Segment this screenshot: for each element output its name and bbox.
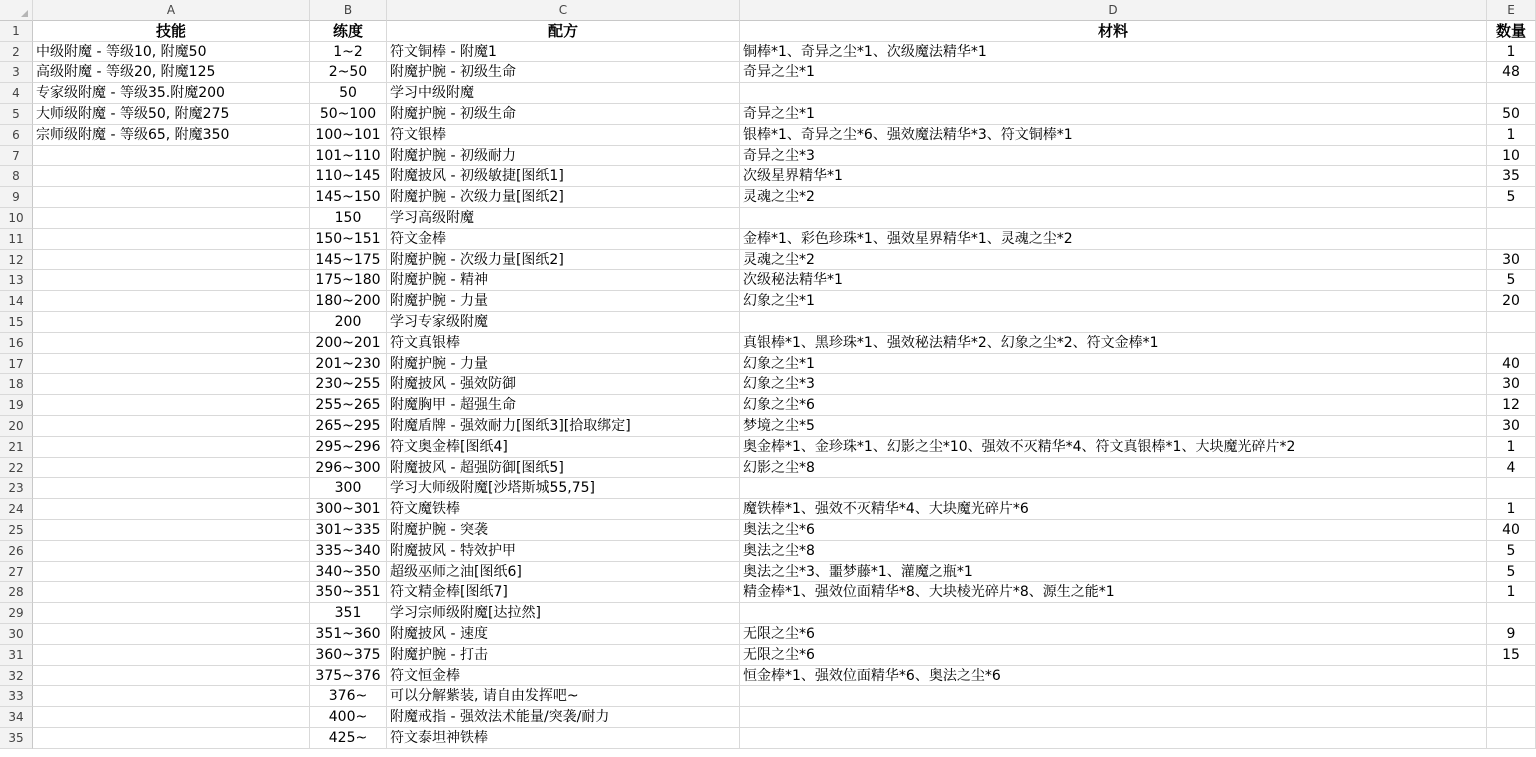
cell-b[interactable]: 335~340	[310, 541, 387, 562]
cell-d[interactable]	[740, 603, 1487, 624]
cell-a[interactable]	[33, 187, 310, 208]
cell-d[interactable]: 奇异之尘*1	[740, 104, 1487, 125]
cell-c[interactable]: 附魔护腕 - 次级力量[图纸2]	[387, 250, 740, 271]
cell-b[interactable]: 340~350	[310, 562, 387, 583]
cell-d[interactable]: 无限之尘*6	[740, 645, 1487, 666]
cell-e[interactable]	[1487, 478, 1536, 499]
cell-b[interactable]: 2~50	[310, 62, 387, 83]
header-level[interactable]: 练度	[310, 21, 387, 42]
cell-c[interactable]: 可以分解紫装, 请自由发挥吧~	[387, 686, 740, 707]
row-header[interactable]: 29	[0, 603, 33, 624]
row-header[interactable]: 33	[0, 686, 33, 707]
cell-a[interactable]	[33, 458, 310, 479]
cell-c[interactable]: 符文金棒	[387, 229, 740, 250]
cell-c[interactable]: 附魔护腕 - 初级耐力	[387, 146, 740, 167]
row-header[interactable]: 17	[0, 354, 33, 375]
cell-c[interactable]: 附魔披风 - 特效护甲	[387, 541, 740, 562]
cell-a[interactable]	[33, 270, 310, 291]
cell-d[interactable]: 铜棒*1、奇异之尘*1、次级魔法精华*1	[740, 42, 1487, 63]
cell-d[interactable]: 无限之尘*6	[740, 624, 1487, 645]
cell-e[interactable]: 5	[1487, 270, 1536, 291]
cell-e[interactable]: 9	[1487, 624, 1536, 645]
cell-a[interactable]	[33, 603, 310, 624]
cell-a[interactable]	[33, 166, 310, 187]
cell-b[interactable]: 300~301	[310, 499, 387, 520]
cell-c[interactable]: 附魔护腕 - 次级力量[图纸2]	[387, 187, 740, 208]
cell-d[interactable]: 幻象之尘*3	[740, 374, 1487, 395]
cell-b[interactable]: 300	[310, 478, 387, 499]
cell-c[interactable]: 附魔护腕 - 精神	[387, 270, 740, 291]
select-all-corner[interactable]	[0, 0, 33, 21]
cell-b[interactable]: 1~2	[310, 42, 387, 63]
cell-d[interactable]: 奇异之尘*3	[740, 146, 1487, 167]
cell-b[interactable]: 150~151	[310, 229, 387, 250]
cell-e[interactable]: 48	[1487, 62, 1536, 83]
cell-e[interactable]: 1	[1487, 437, 1536, 458]
cell-e[interactable]: 12	[1487, 395, 1536, 416]
row-header[interactable]: 30	[0, 624, 33, 645]
row-header[interactable]: 27	[0, 562, 33, 583]
cell-a[interactable]	[33, 478, 310, 499]
row-header-1[interactable]: 1	[0, 21, 33, 42]
row-header[interactable]: 4	[0, 83, 33, 104]
cell-c[interactable]: 符文铜棒 - 附魔1	[387, 42, 740, 63]
cell-c[interactable]: 附魔戒指 - 强效法术能量/突袭/耐力	[387, 707, 740, 728]
cell-a[interactable]	[33, 645, 310, 666]
cell-e[interactable]: 30	[1487, 250, 1536, 271]
cell-a[interactable]	[33, 354, 310, 375]
cell-c[interactable]: 学习高级附魔	[387, 208, 740, 229]
cell-b[interactable]: 50	[310, 83, 387, 104]
cell-c[interactable]: 符文真银棒	[387, 333, 740, 354]
cell-e[interactable]: 5	[1487, 187, 1536, 208]
row-header[interactable]: 12	[0, 250, 33, 271]
header-quantity[interactable]: 数量	[1487, 21, 1536, 42]
cell-b[interactable]: 400~	[310, 707, 387, 728]
cell-d[interactable]	[740, 707, 1487, 728]
cell-c[interactable]: 附魔护腕 - 初级生命	[387, 104, 740, 125]
cell-c[interactable]: 附魔护腕 - 打击	[387, 645, 740, 666]
row-header[interactable]: 3	[0, 62, 33, 83]
cell-b[interactable]: 360~375	[310, 645, 387, 666]
cell-e[interactable]: 15	[1487, 645, 1536, 666]
cell-a[interactable]	[33, 250, 310, 271]
cell-c[interactable]: 附魔护腕 - 力量	[387, 354, 740, 375]
cell-a[interactable]	[33, 312, 310, 333]
header-skill[interactable]: 技能	[33, 21, 310, 42]
cell-e[interactable]	[1487, 83, 1536, 104]
cell-e[interactable]: 35	[1487, 166, 1536, 187]
cell-c[interactable]: 附魔护腕 - 力量	[387, 291, 740, 312]
cell-a[interactable]: 中级附魔 - 等级10, 附魔50	[33, 42, 310, 63]
cell-d[interactable]: 银棒*1、奇异之尘*6、强效魔法精华*3、符文铜棒*1	[740, 125, 1487, 146]
row-header[interactable]: 7	[0, 146, 33, 167]
cell-e[interactable]: 40	[1487, 354, 1536, 375]
cell-b[interactable]: 375~376	[310, 666, 387, 687]
cell-a[interactable]	[33, 582, 310, 603]
row-header[interactable]: 14	[0, 291, 33, 312]
row-header[interactable]: 28	[0, 582, 33, 603]
cell-b[interactable]: 295~296	[310, 437, 387, 458]
cell-a[interactable]	[33, 374, 310, 395]
cell-d[interactable]	[740, 686, 1487, 707]
cell-b[interactable]: 265~295	[310, 416, 387, 437]
cell-e[interactable]	[1487, 229, 1536, 250]
cell-e[interactable]: 20	[1487, 291, 1536, 312]
column-header-c[interactable]: C	[387, 0, 740, 21]
cell-b[interactable]: 301~335	[310, 520, 387, 541]
cell-b[interactable]: 200~201	[310, 333, 387, 354]
cell-b[interactable]: 50~100	[310, 104, 387, 125]
row-header[interactable]: 34	[0, 707, 33, 728]
cell-d[interactable]: 奥法之尘*6	[740, 520, 1487, 541]
cell-c[interactable]: 符文银棒	[387, 125, 740, 146]
cell-c[interactable]: 学习宗师级附魔[达拉然]	[387, 603, 740, 624]
row-header[interactable]: 23	[0, 478, 33, 499]
row-header[interactable]: 25	[0, 520, 33, 541]
row-header[interactable]: 13	[0, 270, 33, 291]
cell-e[interactable]	[1487, 666, 1536, 687]
cell-b[interactable]: 145~175	[310, 250, 387, 271]
cell-c[interactable]: 附魔披风 - 速度	[387, 624, 740, 645]
cell-e[interactable]: 1	[1487, 499, 1536, 520]
row-header[interactable]: 26	[0, 541, 33, 562]
row-header[interactable]: 8	[0, 166, 33, 187]
cell-a[interactable]	[33, 541, 310, 562]
cell-c[interactable]: 符文恒金棒	[387, 666, 740, 687]
cell-d[interactable]: 梦境之尘*5	[740, 416, 1487, 437]
cell-e[interactable]: 30	[1487, 416, 1536, 437]
cell-b[interactable]: 201~230	[310, 354, 387, 375]
cell-e[interactable]: 5	[1487, 562, 1536, 583]
cell-c[interactable]: 附魔护腕 - 初级生命	[387, 62, 740, 83]
cell-c[interactable]: 符文奥金棒[图纸4]	[387, 437, 740, 458]
row-header[interactable]: 15	[0, 312, 33, 333]
cell-e[interactable]: 10	[1487, 146, 1536, 167]
cell-a[interactable]: 专家级附魔 - 等级35.附魔200	[33, 83, 310, 104]
cell-d[interactable]: 灵魂之尘*2	[740, 187, 1487, 208]
cell-a[interactable]: 高级附魔 - 等级20, 附魔125	[33, 62, 310, 83]
cell-c[interactable]: 学习专家级附魔	[387, 312, 740, 333]
cell-b[interactable]: 376~	[310, 686, 387, 707]
cell-c[interactable]: 超级巫师之油[图纸6]	[387, 562, 740, 583]
cell-b[interactable]: 200	[310, 312, 387, 333]
cell-a[interactable]	[33, 499, 310, 520]
cell-b[interactable]: 296~300	[310, 458, 387, 479]
cell-c[interactable]: 附魔盾牌 - 强效耐力[图纸3][拾取绑定]	[387, 416, 740, 437]
cell-d[interactable]	[740, 312, 1487, 333]
cell-b[interactable]: 110~145	[310, 166, 387, 187]
row-header[interactable]: 11	[0, 229, 33, 250]
cell-e[interactable]	[1487, 707, 1536, 728]
cell-d[interactable]: 奥法之尘*3、噩梦藤*1、灌魔之瓶*1	[740, 562, 1487, 583]
header-recipe[interactable]: 配方	[387, 21, 740, 42]
cell-c[interactable]: 学习中级附魔	[387, 83, 740, 104]
cell-e[interactable]	[1487, 333, 1536, 354]
cell-e[interactable]: 40	[1487, 520, 1536, 541]
row-header[interactable]: 5	[0, 104, 33, 125]
cell-a[interactable]	[33, 229, 310, 250]
cell-a[interactable]	[33, 624, 310, 645]
cell-b[interactable]: 145~150	[310, 187, 387, 208]
row-header[interactable]: 24	[0, 499, 33, 520]
cell-c[interactable]: 附魔胸甲 - 超强生命	[387, 395, 740, 416]
cell-b[interactable]: 101~110	[310, 146, 387, 167]
cell-b[interactable]: 425~	[310, 728, 387, 749]
column-header-a[interactable]: A	[33, 0, 310, 21]
cell-b[interactable]: 150	[310, 208, 387, 229]
cell-a[interactable]	[33, 728, 310, 749]
cell-c[interactable]: 符文魔铁棒	[387, 499, 740, 520]
row-header[interactable]: 31	[0, 645, 33, 666]
cell-d[interactable]	[740, 208, 1487, 229]
row-header[interactable]: 18	[0, 374, 33, 395]
cell-a[interactable]	[33, 437, 310, 458]
cell-d[interactable]: 真银棒*1、黑珍珠*1、强效秘法精华*2、幻象之尘*2、符文金棒*1	[740, 333, 1487, 354]
column-header-b[interactable]: B	[310, 0, 387, 21]
cell-d[interactable]: 幻象之尘*1	[740, 354, 1487, 375]
cell-b[interactable]: 230~255	[310, 374, 387, 395]
cell-e[interactable]	[1487, 312, 1536, 333]
cell-b[interactable]: 100~101	[310, 125, 387, 146]
cell-a[interactable]	[33, 333, 310, 354]
cell-e[interactable]: 1	[1487, 42, 1536, 63]
cell-b[interactable]: 351~360	[310, 624, 387, 645]
cell-b[interactable]: 351	[310, 603, 387, 624]
row-header[interactable]: 6	[0, 125, 33, 146]
cell-a[interactable]	[33, 416, 310, 437]
cell-d[interactable]: 幻影之尘*8	[740, 458, 1487, 479]
cell-e[interactable]	[1487, 208, 1536, 229]
cell-e[interactable]: 4	[1487, 458, 1536, 479]
cell-a[interactable]	[33, 146, 310, 167]
cell-d[interactable]: 精金棒*1、强效位面精华*8、大块棱光碎片*8、源生之能*1	[740, 582, 1487, 603]
cell-d[interactable]: 金棒*1、彩色珍珠*1、强效星界精华*1、灵魂之尘*2	[740, 229, 1487, 250]
cell-d[interactable]: 奥法之尘*8	[740, 541, 1487, 562]
cell-a[interactable]	[33, 208, 310, 229]
row-header[interactable]: 32	[0, 666, 33, 687]
cell-b[interactable]: 255~265	[310, 395, 387, 416]
cell-e[interactable]: 1	[1487, 582, 1536, 603]
column-header-e[interactable]: E	[1487, 0, 1536, 21]
cell-a[interactable]	[33, 707, 310, 728]
row-header[interactable]: 20	[0, 416, 33, 437]
cell-a[interactable]	[33, 686, 310, 707]
row-header[interactable]: 2	[0, 42, 33, 63]
cell-e[interactable]: 5	[1487, 541, 1536, 562]
cell-e[interactable]	[1487, 686, 1536, 707]
cell-c[interactable]: 附魔护腕 - 突袭	[387, 520, 740, 541]
cell-d[interactable]: 奥金棒*1、金珍珠*1、幻影之尘*10、强效不灭精华*4、符文真银棒*1、大块魔光碎片*2	[740, 437, 1487, 458]
cell-d[interactable]: 恒金棒*1、强效位面精华*6、奥法之尘*6	[740, 666, 1487, 687]
cell-c[interactable]: 附魔披风 - 强效防御	[387, 374, 740, 395]
cell-e[interactable]: 30	[1487, 374, 1536, 395]
row-header[interactable]: 22	[0, 458, 33, 479]
cell-d[interactable]: 幻象之尘*1	[740, 291, 1487, 312]
row-header[interactable]: 16	[0, 333, 33, 354]
cell-d[interactable]: 魔铁棒*1、强效不灭精华*4、大块魔光碎片*6	[740, 499, 1487, 520]
row-header[interactable]: 21	[0, 437, 33, 458]
cell-a[interactable]	[33, 395, 310, 416]
cell-c[interactable]: 附魔披风 - 初级敏捷[图纸1]	[387, 166, 740, 187]
cell-b[interactable]: 180~200	[310, 291, 387, 312]
cell-a[interactable]: 大师级附魔 - 等级50, 附魔275	[33, 104, 310, 125]
cell-a[interactable]	[33, 291, 310, 312]
cell-d[interactable]: 幻象之尘*6	[740, 395, 1487, 416]
row-header[interactable]: 35	[0, 728, 33, 749]
cell-d[interactable]: 奇异之尘*1	[740, 62, 1487, 83]
cell-e[interactable]: 50	[1487, 104, 1536, 125]
cell-b[interactable]: 350~351	[310, 582, 387, 603]
cell-a[interactable]	[33, 562, 310, 583]
cell-a[interactable]: 宗师级附魔 - 等级65, 附魔350	[33, 125, 310, 146]
cell-d[interactable]: 灵魂之尘*2	[740, 250, 1487, 271]
column-header-d[interactable]: D	[740, 0, 1487, 21]
cell-d[interactable]	[740, 478, 1487, 499]
cell-c[interactable]: 符文精金棒[图纸7]	[387, 582, 740, 603]
row-header[interactable]: 19	[0, 395, 33, 416]
cell-b[interactable]: 175~180	[310, 270, 387, 291]
cell-e[interactable]	[1487, 728, 1536, 749]
cell-d[interactable]: 次级秘法精华*1	[740, 270, 1487, 291]
cell-e[interactable]	[1487, 603, 1536, 624]
cell-a[interactable]	[33, 666, 310, 687]
cell-c[interactable]: 附魔披风 - 超强防御[图纸5]	[387, 458, 740, 479]
row-header[interactable]: 9	[0, 187, 33, 208]
header-material[interactable]: 材料	[740, 21, 1487, 42]
cell-a[interactable]	[33, 520, 310, 541]
cell-d[interactable]	[740, 728, 1487, 749]
cell-e[interactable]: 1	[1487, 125, 1536, 146]
cell-c[interactable]: 符文泰坦神铁棒	[387, 728, 740, 749]
cell-d[interactable]: 次级星界精华*1	[740, 166, 1487, 187]
cell-c[interactable]: 学习大师级附魔[沙塔斯城55,75]	[387, 478, 740, 499]
cell-d[interactable]	[740, 83, 1487, 104]
row-header[interactable]: 10	[0, 208, 33, 229]
